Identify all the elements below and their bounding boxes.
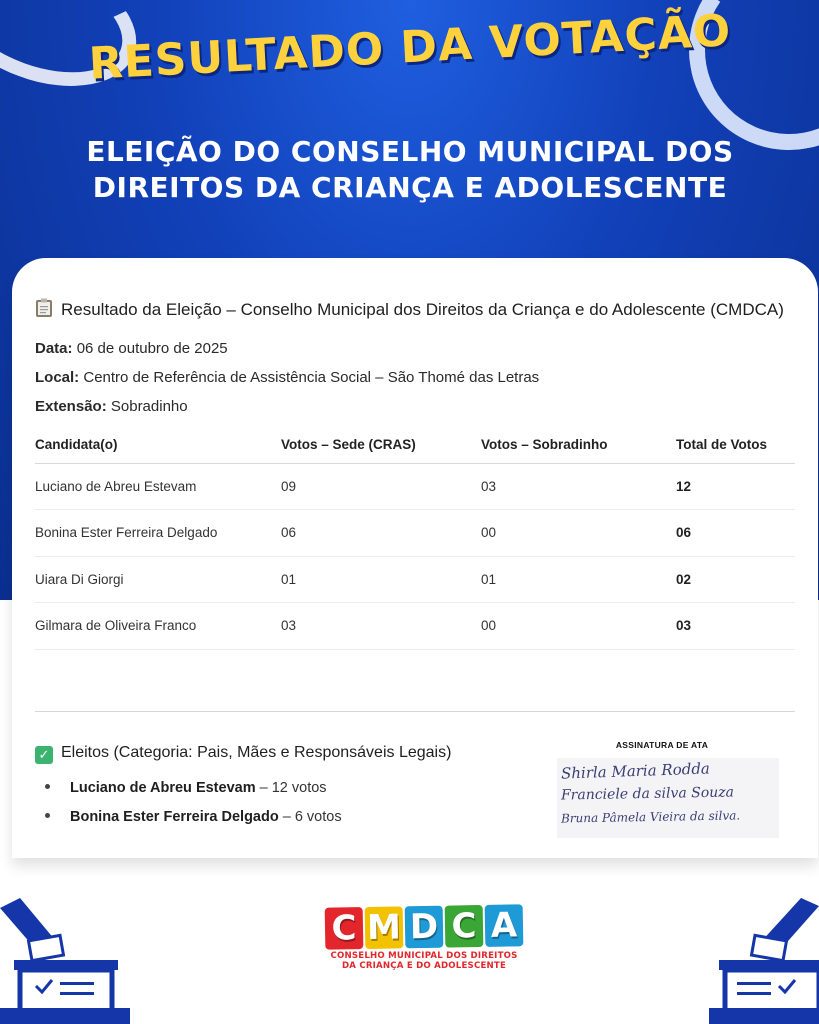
document-meta bbox=[35, 334, 795, 421]
elected-list bbox=[35, 774, 535, 832]
elected-section bbox=[35, 744, 535, 832]
votes-sobradinho: 03 bbox=[481, 463, 676, 510]
logo-letters bbox=[324, 904, 525, 949]
logo-letter: A bbox=[485, 904, 524, 947]
checkmark-icon: ✓ bbox=[35, 746, 53, 764]
extension-label: Extensão: bbox=[35, 398, 107, 415]
signature-line-2: Franciele da silva Souza bbox=[560, 784, 735, 804]
votes-total: 03 bbox=[676, 603, 795, 650]
bullet-icon bbox=[45, 784, 50, 789]
logo-letter: C bbox=[325, 907, 364, 950]
table-header-row bbox=[35, 427, 795, 463]
header-candidate: Candidata(o) bbox=[35, 427, 281, 463]
votes-sobradinho: 01 bbox=[481, 556, 676, 603]
elected-title-text: Eleitos (Categoria: Pais, Mães e Responsáveis Legais) bbox=[61, 744, 452, 761]
header-votes-sede: Votos – Sede (CRAS) bbox=[281, 427, 481, 463]
elected-name: Luciano de Abreu Estevam bbox=[70, 780, 256, 796]
clipboard-icon bbox=[35, 298, 53, 318]
headline: RESULTADO DA VOTAÇÃO bbox=[87, 5, 733, 90]
ballot-box-left-icon bbox=[0, 898, 130, 1024]
signature-line-1: Shirla Maria Rodda bbox=[560, 759, 711, 783]
date-value: 06 de outubro de 2025 bbox=[76, 340, 228, 357]
logo-caption-line-1: CONSELHO MUNICIPAL DOS DIREITOS bbox=[330, 951, 518, 961]
logo-letter: D bbox=[405, 906, 444, 949]
cmdca-logo bbox=[324, 906, 524, 971]
votes-sede: 09 bbox=[281, 463, 481, 510]
header-total: Total de Votos bbox=[676, 427, 795, 463]
logo-caption-line-2: DA CRIANÇA E DO ADOLESCENTE bbox=[341, 961, 507, 971]
candidate-name: Bonina Ester Ferreira Delgado bbox=[35, 510, 281, 557]
candidate-name: Uiara Di Giorgi bbox=[35, 556, 281, 603]
votes-sobradinho: 00 bbox=[481, 603, 676, 650]
votes-sede: 06 bbox=[281, 510, 481, 557]
document-content bbox=[35, 296, 795, 650]
place-value: Centro de Referência de Assistência Social – São Thomé das Letras bbox=[83, 369, 540, 386]
section-divider bbox=[35, 711, 795, 712]
votes-sede: 01 bbox=[281, 556, 481, 603]
subtitle bbox=[20, 134, 800, 206]
document-title bbox=[35, 296, 795, 324]
date-label: Data: bbox=[35, 340, 73, 357]
votes-total: 12 bbox=[676, 463, 795, 510]
votes-total: 06 bbox=[676, 510, 795, 557]
votes-sede: 03 bbox=[281, 603, 481, 650]
document-title-text: Resultado da Eleição – Conselho Municipal dos Direitos da Criança e do Adolescente (CMDCA) bbox=[61, 300, 784, 319]
list-item bbox=[35, 803, 535, 832]
extension-row bbox=[35, 392, 795, 421]
candidate-name: Gilmara de Oliveira Franco bbox=[35, 603, 281, 650]
signature-image bbox=[557, 758, 779, 838]
table-row bbox=[35, 556, 795, 603]
elected-title bbox=[35, 744, 535, 764]
table-row bbox=[35, 603, 795, 650]
elected-name: Bonina Ester Ferreira Delgado bbox=[70, 809, 279, 825]
table-row bbox=[35, 510, 795, 557]
logo-caption bbox=[324, 951, 524, 971]
header-votes-sobradinho: Votos – Sobradinho bbox=[481, 427, 676, 463]
signature-block bbox=[557, 740, 787, 838]
place-row bbox=[35, 363, 795, 392]
subtitle-line-2: DIREITOS DA CRIANÇA E ADOLESCENTE bbox=[92, 171, 728, 204]
date-row bbox=[35, 334, 795, 363]
ballot-box-right-icon bbox=[709, 898, 819, 1024]
list-item bbox=[35, 774, 535, 803]
elected-votes: – 6 votos bbox=[278, 809, 342, 825]
extension-value: Sobradinho bbox=[110, 398, 188, 415]
result-card bbox=[12, 258, 818, 858]
candidate-name: Luciano de Abreu Estevam bbox=[35, 463, 281, 510]
signature-line-3: Bruna Pâmela Vieira da silva. bbox=[560, 808, 741, 826]
table-row bbox=[35, 463, 795, 510]
results-table bbox=[35, 427, 795, 650]
place-label: Local: bbox=[35, 369, 80, 386]
signature-label: ASSINATURA DE ATA bbox=[615, 740, 709, 750]
logo-letter: C bbox=[445, 905, 484, 948]
logo-letter: M bbox=[365, 906, 404, 949]
subtitle-line-1: ELEIÇÃO DO CONSELHO MUNICIPAL DOS bbox=[86, 135, 734, 168]
votes-total: 02 bbox=[676, 556, 795, 603]
elected-votes: – 12 votos bbox=[255, 780, 327, 796]
bullet-icon bbox=[45, 813, 50, 818]
votes-sobradinho: 00 bbox=[481, 510, 676, 557]
